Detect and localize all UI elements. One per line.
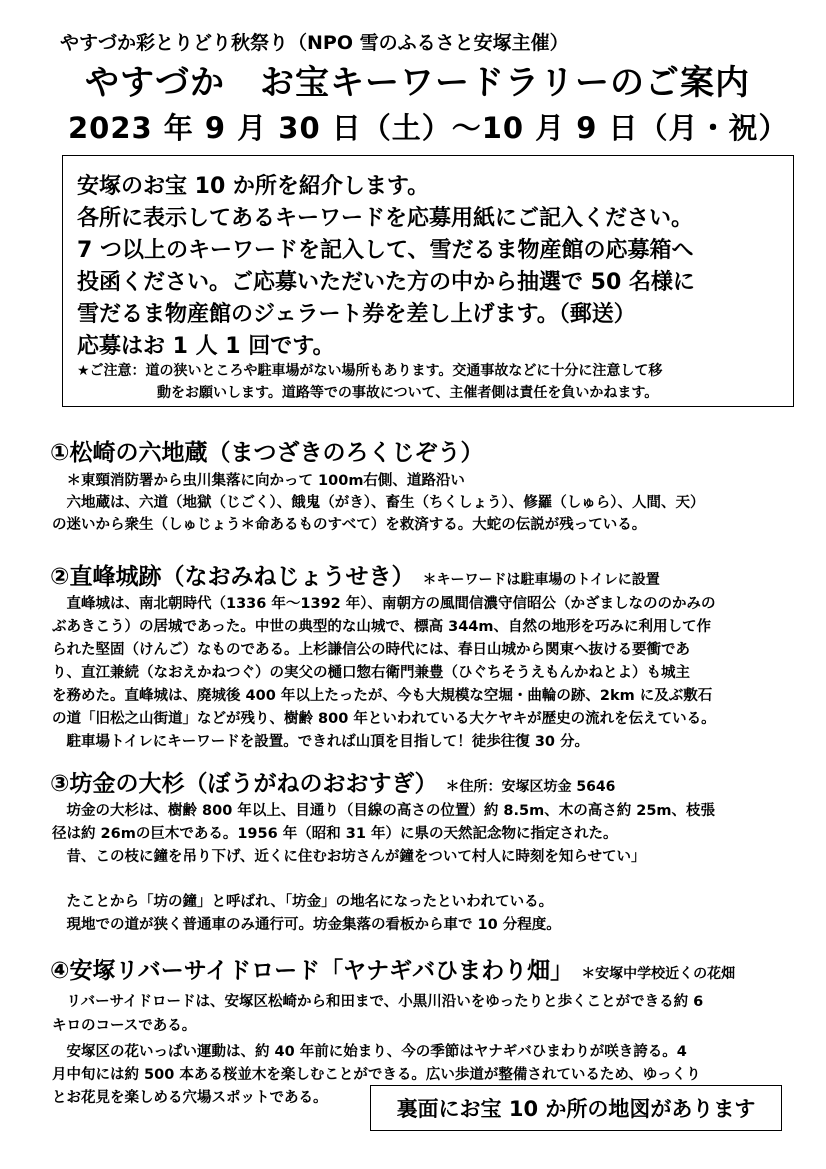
- section-1-heading: [50, 442, 483, 465]
- notice-line: ★ご注意：道の狭いところや駐車場がない場所もあります。交通事故などに十分に注意して移: [77, 363, 663, 379]
- section-title: ③坊金の大杉（ぼうがねのおおすぎ）: [50, 771, 438, 797]
- section-1-line: 六地蔵は、六道（地獄（じごく）、餓鬼（がき）、畜生（ちくしょう）、修羅（しゅら）、人間、天）: [52, 495, 705, 511]
- event-dates: 2023 年 9 月 30 日（土）～10 月 9 日（月・祝）: [68, 111, 789, 145]
- section-4-line: 安塚区の花いっぱい運動は、約 40 年前に始まり、今の季節はヤナギバひまわりが咲き誇る。4: [52, 1044, 687, 1060]
- section-3-line: 径は約 26mの巨木である。1956 年（昭和 31 年）に県の天然記念物に指定された。: [52, 826, 618, 842]
- section-2-line: られた堅固（けんご）なものである。上杉謙信公の時代には、春日山城から関東へ抜ける要衝であ: [52, 642, 690, 658]
- section-2-line: り、直江兼続（なおえかねつぐ）の実父の樋口惣右衛門兼豊（ひぐちそうえもんかねとよ）も城主: [52, 665, 690, 681]
- section-2-line: 直峰城は、南北朝時代（1336 年～1392 年）、南朝方の風間信濃守信昭公（かざましなののかみの: [52, 596, 716, 612]
- section-4-line: 月中旬には約 500 本ある桜並木を楽しむことができる。広い歩道が整備されているため、ゆっくり: [52, 1067, 701, 1083]
- section-3-line: 現地での道が狭く普通車のみ通行可。坊金集落の看板から車で 10 分程度。: [52, 917, 561, 933]
- section-2-line: の道「旧松之山街道」などが残り、樹齢 800 年といわれている大ケヤキが歴史の流れを伝えている。: [52, 711, 716, 727]
- section-2-heading: [50, 566, 660, 589]
- section-3-line: たことから「坊の鐘」と呼ばれ、「坊金」の地名になったといわれている。: [52, 894, 554, 910]
- notice-line: 動をお願いします。道路等での事故について、主催者側は責任を負いかねます。: [157, 385, 659, 401]
- back-side-map-notice: 裏面にお宝 10 か所の地図があります: [370, 1085, 782, 1131]
- intro-line: 7 つ以上のキーワードを記入して、雪だるま物産館の応募箱へ: [77, 238, 694, 263]
- section-4-line: キロのコースである。: [52, 1018, 197, 1034]
- intro-line: 投函ください。ご応募いただいた方の中から抽選で 50 名様に: [77, 270, 695, 295]
- intro-line: 各所に表示してあるキーワードを応募用紙にご記入ください。: [77, 206, 694, 231]
- section-note: ＊安塚中学校近くの花畑: [581, 966, 736, 982]
- section-title: ①松崎の六地蔵（まつざきのろくじぞう）: [50, 440, 484, 466]
- section-3-line: 昔、この枝に鐘を吊り下げ、近くに住むお坊さんが鐘をついて村人に時刻を知らせてい」: [52, 849, 646, 865]
- event-subtitle: やすづか彩とりどり秋祭り（NPO 雪のふるさと安塚主催）: [60, 32, 569, 54]
- section-3-heading: [50, 773, 615, 796]
- section-4-line: リバーサイドロードは、安塚区松崎から和田まで、小黒川沿いをゆったりと歩くことができる約 6: [52, 994, 704, 1010]
- section-2-line: を務めた。直峰城は、廃城後 400 年以上たったが、今も大規模な空堀・曲輪の跡、2km に及ぶ敷石: [52, 688, 713, 704]
- intro-box: [62, 155, 794, 407]
- section-4-line: とお花見を楽しめる穴場スポットである。: [52, 1090, 328, 1106]
- section-2-line: 駐車場トイレにキーワードを設置。できれば山頂を目指して！徒歩往復 30 分。: [52, 734, 590, 750]
- section-2-line: ぶあきこう）の居城であった。中世の典型的な山城で、標高 344m、自然の地形を巧みに利用して作: [52, 619, 711, 635]
- section-3-line: 坊金の大杉は、樹齢 800 年以上、目通り（目線の高さの位置）約 8.5m、木の高さ約 25m、枝張: [52, 803, 716, 819]
- section-4-heading: [50, 960, 735, 983]
- intro-line: 応募はお 1 人 1 回です。: [77, 334, 335, 359]
- intro-line: 安塚のお宝 10 か所を紹介します。: [77, 174, 430, 199]
- section-title: ④安塚リバーサイドロード「ヤナギバひまわり畑」: [50, 958, 574, 984]
- section-1-line: ＊東頸消防署から虫川集落に向かって 100m右側、道路沿い: [52, 473, 465, 489]
- section-title: ②直峰城跡（なおみねじょうせき）: [50, 564, 415, 590]
- section-1-line: の迷いから衆生（しゅじょう＊命あるものすべて）を救済する。大蛇の伝説が残っている。: [52, 517, 647, 533]
- section-note: ＊住所：安塚区坊金 5646: [445, 779, 616, 795]
- intro-line: 雪だるま物産館のジェラート券を差し上げます。（郵送）: [77, 302, 636, 327]
- section-note: ＊キーワードは駐車場のトイレに設置: [422, 572, 660, 588]
- page-title: やすづか お宝キーワードラリーのご案内: [85, 63, 750, 103]
